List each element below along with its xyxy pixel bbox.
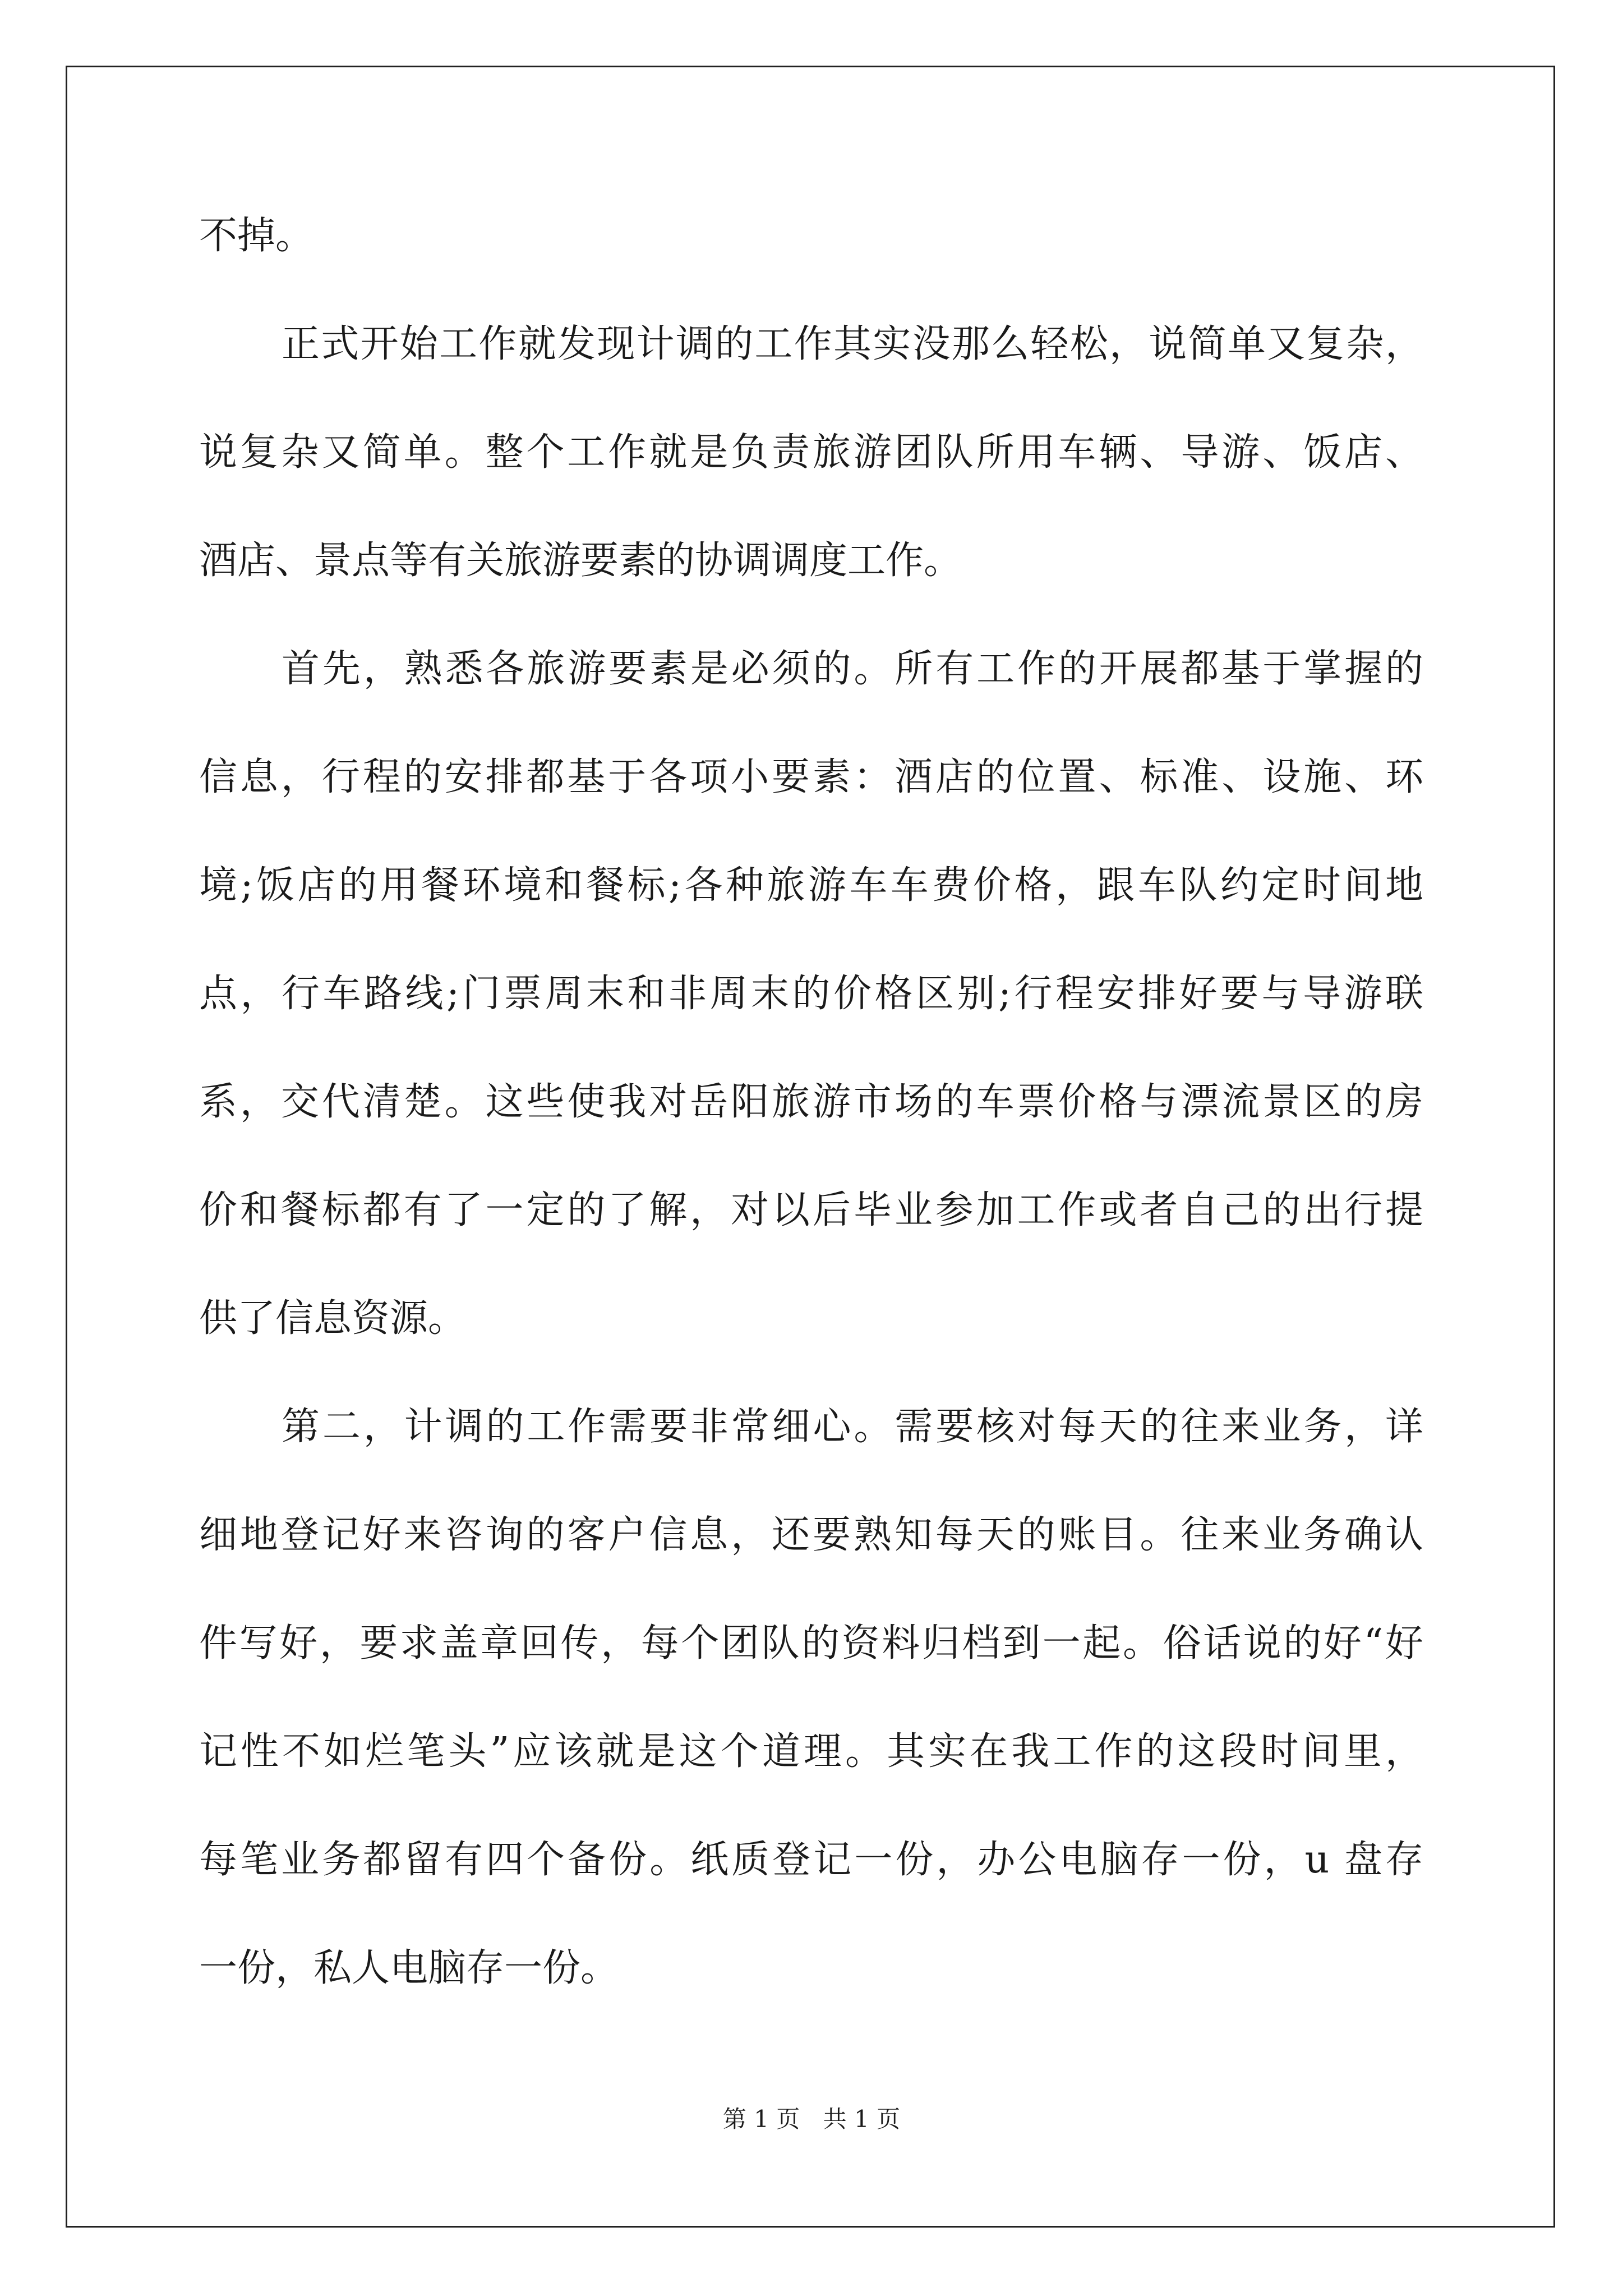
text-line: 一份，私人电脑存一份。 [199, 1946, 619, 1990]
text-line: 首先，熟悉各旅游要素是必须的。所有工作的开展都基于掌握的 [282, 647, 1423, 691]
text-line: 细地登记好来咨询的客户信息，还要熟知每天的账目。往来业务确认 [199, 1513, 1423, 1557]
text-line: 供了信息资源。 [199, 1296, 467, 1341]
text-line: 系，交代清楚。这些使我对岳阳旅游市场的车票价格与漂流景区的房 [199, 1080, 1423, 1124]
page-total: 共 1 页 [823, 2105, 901, 2133]
text-line: 价和餐标都有了一定的了解，对以后毕业参加工作或者自己的出行提 [199, 1188, 1423, 1232]
text-line: 每笔业务都留有四个备份。纸质登记一份，办公电脑存一份，u 盘存 [199, 1838, 1423, 1882]
text-line: 酒店、景点等有关旅游要素的协调调度工作。 [199, 539, 962, 583]
page-number: 第 1 页 [722, 2105, 800, 2133]
text-line: 点，行车路线;门票周末和非周末的价格区别;行程安排好要与导游联 [199, 972, 1423, 1016]
text-line: 说复杂又简单。整个工作就是负责旅游团队所用车辆、导游、饭店、 [199, 430, 1423, 475]
text-line: 境;饭店的用餐环境和餐标;各种旅游车车费价格，跟车队约定时间地 [199, 863, 1423, 908]
page-footer [0, 2101, 1623, 2134]
text-line: 不掉。 [199, 214, 314, 258]
text-line: 信息，行程的安排都基于各项小要素：酒店的位置、标准、设施、环 [199, 755, 1423, 799]
document-body [199, 216, 1423, 2056]
text-line: 件写好，要求盖章回传，每个团队的资料归档到一起。俗话说的好“好 [199, 1621, 1423, 1665]
text-line: 第二，计调的工作需要非常细心。需要核对每天的往来业务，详 [282, 1405, 1423, 1449]
text-line: 正式开始工作就发现计调的工作其实没那么轻松，说简单又复杂， [282, 322, 1423, 366]
text-line: 记性不如烂笔头”应该就是这个道理。其实在我工作的这段时间里， [199, 1729, 1423, 1774]
